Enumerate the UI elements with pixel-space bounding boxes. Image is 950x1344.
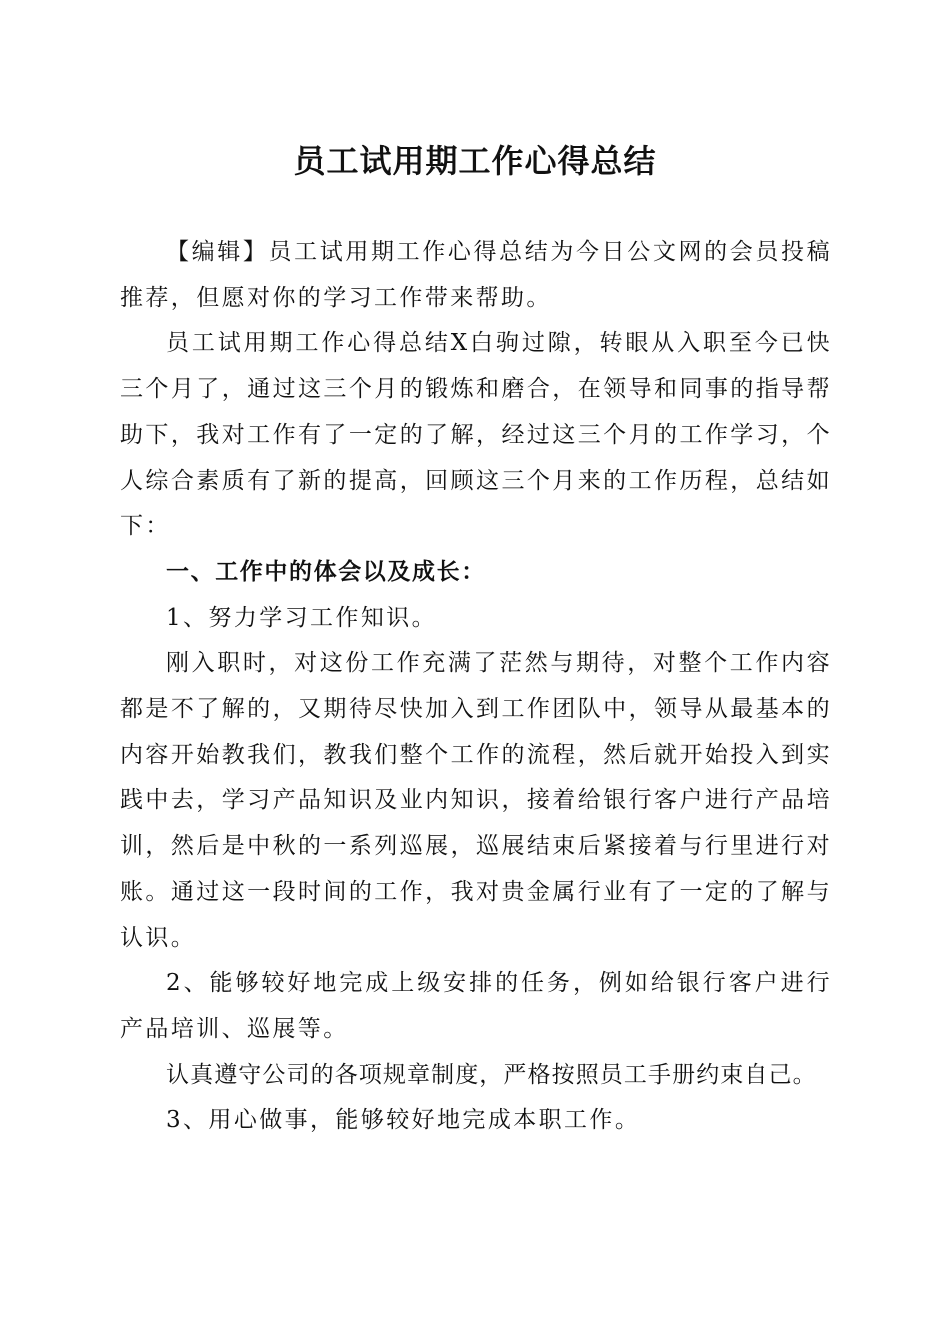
point-1-paragraph: 1、努力学习工作知识。: [166, 604, 438, 631]
section-heading: 一、工作中的体会以及成长：: [166, 558, 486, 585]
point-3-paragraph: 3、用心做事，能够较好地完成本职工作。: [166, 1107, 641, 1134]
intro-paragraph: 员工试用期工作心得总结X白驹过隙，转眼从入职至今已快三个月了，通过这三个月的锻炼和磨合，在领导和同事的指导帮助下，我对工作有了一定的了解，经过这三个月的工作学习，个人综合素质有了新的提高，回顾这三个月来的工作历程，总结如下：: [120, 330, 832, 540]
editor-note-paragraph: 【编辑】员工试用期工作心得总结为今日公文网的会员投稿推荐，但愿对你的学习工作带来帮助。: [120, 239, 832, 311]
point-1-detail-paragraph: 刚入职时，对这份工作充满了茫然与期待，对整个工作内容都是不了解的，又期待尽快加入到工作团队中，领导从最基本的内容开始教我们，教我们整个工作的流程，然后就开始投入到实践中去，学习产品知识及业内知识，接着给银行客户进行产品培训，然后是中秋的一系列巡展，巡展结束后紧接着与行里进行对账。通过这一段时间的工作，我对贵金属行业有了一定的了解与认识。: [120, 650, 832, 951]
document-title: 员工试用期工作心得总结: [293, 142, 657, 180]
document-body: [120, 230, 832, 1144]
point-2-paragraph: 2、能够较好地完成上级安排的任务，例如给银行客户进行产品培训、巡展等。: [120, 970, 832, 1042]
rules-paragraph: 认真遵守公司的各项规章制度，严格按照员工手册约束自己。: [166, 1061, 817, 1088]
